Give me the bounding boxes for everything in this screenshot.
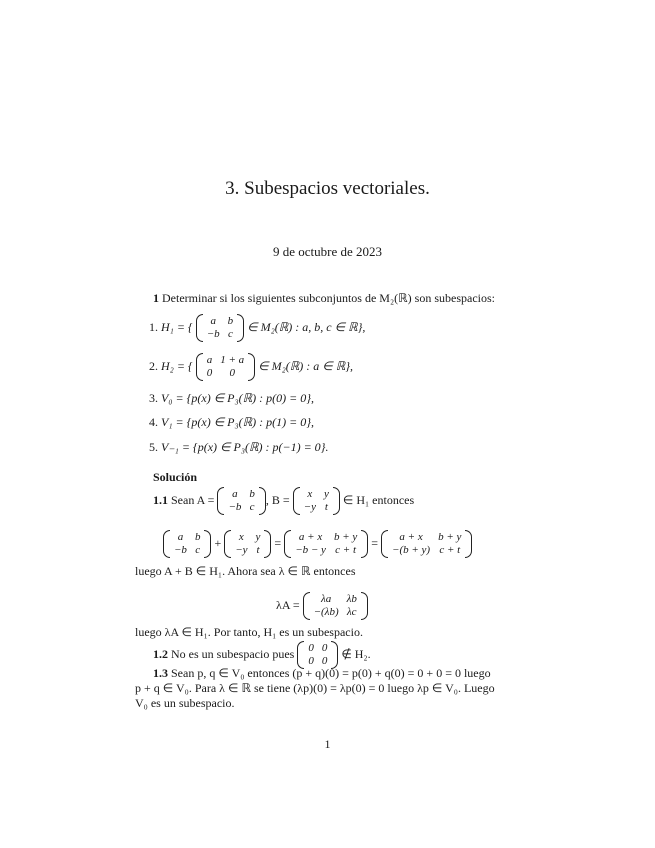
matrix-cell: −(λb): [313, 606, 339, 618]
matrix-cell: −y: [303, 501, 316, 513]
matrix-A: [163, 531, 211, 557]
matrix-table: [224, 488, 258, 514]
plus-sign: +: [214, 535, 222, 550]
matrix-B: [293, 488, 340, 514]
matrix-cell: c + t: [335, 544, 357, 556]
item-tail: ∈ M₂(ℝ) : a ∈ ℝ},: [258, 358, 354, 373]
solution-text: No es un subespacio pues: [171, 646, 295, 661]
matrix-table: [203, 315, 237, 341]
matrix-table: [300, 488, 333, 514]
item-tail: ∈ M₂(ℝ) : a, b, c ∈ ℝ},: [247, 319, 366, 334]
solution-label: 1.3: [153, 666, 168, 680]
matrix-table: [291, 531, 361, 557]
matrix-H1: [196, 315, 244, 341]
exercise-number: 1: [153, 291, 159, 305]
matrix-cell: −b: [206, 328, 220, 340]
matrix-table: [170, 531, 204, 557]
exercise-statement: [153, 291, 495, 306]
solution-1-2: [153, 642, 371, 668]
matrix-cell: −b: [174, 544, 187, 556]
matrix-cell: b: [249, 488, 255, 500]
item-number: 4.: [149, 415, 158, 429]
matrix-cell: 0: [229, 367, 235, 379]
list-item: [149, 315, 365, 341]
solution-1-3-line3: V₀ es un subespacio.: [135, 696, 235, 710]
solution-text: Sean A =: [171, 492, 215, 507]
solution-text: λA =: [276, 597, 300, 612]
matrix-cell: 0: [321, 642, 328, 654]
matrix-cell: λc: [346, 606, 357, 618]
matrix-cell: y: [323, 488, 329, 500]
matrix-cell: λa: [320, 593, 332, 605]
matrix-table: [231, 531, 264, 557]
solution-text: , B =: [265, 492, 290, 507]
solution-text: Sean p, q ∈ V₀ entonces (p + q)(0) = p(0) + q(0) = 0 + 0 = 0 luego: [171, 666, 491, 680]
matrix-cell: λb: [346, 593, 357, 605]
matrix-cell: −b − y: [295, 544, 326, 556]
solution-text: luego A + B ∈ H₁. Ahora sea λ ∈ ℝ entonces: [135, 564, 356, 578]
matrix-A: [217, 488, 265, 514]
solution-text: luego λA ∈ H₁. Por tanto, H₁ es un subespacio.: [135, 625, 363, 639]
matrix-cell: b + y: [333, 531, 358, 543]
matrix-cell: b: [227, 315, 234, 327]
item-text: H₂ = {: [161, 358, 193, 373]
matrix-cell: a + x: [399, 531, 423, 543]
matrix-cell: t: [324, 501, 328, 513]
solution-text: ∉ H₂.: [341, 646, 371, 661]
page-number: 1: [324, 737, 331, 751]
matrix-cell: x: [238, 531, 244, 543]
solution-heading: Solución: [153, 470, 198, 484]
matrix-sum: [284, 531, 368, 557]
list-item: [149, 440, 328, 455]
matrix-cell: a: [177, 531, 184, 543]
item-text: V₀ = {p(x) ∈ P₃(ℝ) : p(0) = 0},: [161, 391, 315, 405]
equals-sign: =: [371, 535, 379, 550]
matrix-cell: 0: [321, 655, 328, 667]
matrix-sum-simplified: [381, 531, 472, 557]
item-number: 2.: [149, 358, 158, 373]
solution-1-1-intro: [153, 488, 414, 514]
matrix-cell: c: [227, 328, 233, 340]
list-item: [149, 354, 353, 380]
matrix-cell: a: [210, 315, 216, 327]
matrix-cell: b: [194, 531, 201, 543]
matrix-cell: t: [256, 544, 260, 556]
matrix-cell: 0: [308, 642, 314, 654]
sum-equation: [163, 531, 472, 557]
matrix-cell: a: [206, 354, 213, 366]
matrix-cell: c: [195, 544, 201, 556]
solution-text: ∈ H₁ entonces: [342, 492, 415, 507]
lambda-equation: [276, 593, 368, 619]
matrix-cell: −y: [235, 544, 248, 556]
solution-1-3-line1: [153, 666, 491, 681]
matrix-cell: a + x: [298, 531, 323, 543]
matrix-table: [388, 531, 465, 557]
equals-sign: =: [274, 535, 282, 550]
matrix-cell: 0: [206, 367, 213, 379]
matrix-table: [304, 642, 331, 668]
item-number: 1.: [149, 319, 158, 334]
matrix-table: [310, 593, 361, 619]
matrix-table: [203, 354, 248, 380]
matrix-cell: y: [255, 531, 261, 543]
matrix-lambda-A: [303, 593, 368, 619]
item-text: H₁ = {: [161, 319, 193, 334]
matrix-H2: [196, 354, 255, 380]
matrix-cell: 0: [308, 655, 314, 667]
solution-label: 1.2: [153, 646, 168, 661]
matrix-cell: a: [232, 488, 238, 500]
matrix-B: [224, 531, 271, 557]
item-text: V₁ = {p(x) ∈ P₃(ℝ) : p(1) = 0},: [161, 415, 315, 429]
matrix-cell: c: [249, 501, 255, 513]
matrix-cell: −b: [228, 501, 242, 513]
matrix-cell: −(b + y): [392, 544, 431, 556]
item-text: V₋₁ = {p(x) ∈ P₃(ℝ) : p(−1) = 0}.: [161, 440, 329, 454]
solution-label: 1.1: [153, 492, 168, 507]
matrix-cell: b + y: [438, 531, 462, 543]
item-number: 5.: [149, 440, 158, 454]
item-number: 3.: [149, 391, 158, 405]
matrix-zero: [297, 642, 338, 668]
solution-1-3-line2: p + q ∈ V₀. Para λ ∈ ℝ se tiene (λp)(0) = λp(0) = 0 luego λp ∈ V₀. Luego: [135, 681, 495, 695]
list-item: [149, 415, 314, 430]
matrix-cell: c + t: [439, 544, 461, 556]
matrix-cell: x: [307, 488, 313, 500]
list-item: [149, 391, 314, 406]
document-date: 9 de octubre de 2023: [272, 244, 383, 259]
page-title: 3. Subespacios vectoriales.: [225, 178, 430, 199]
exercise-text: Determinar si los siguientes subconjuntos de M₂(ℝ) son subespacios:: [162, 291, 495, 305]
matrix-cell: 1 + a: [220, 354, 245, 366]
